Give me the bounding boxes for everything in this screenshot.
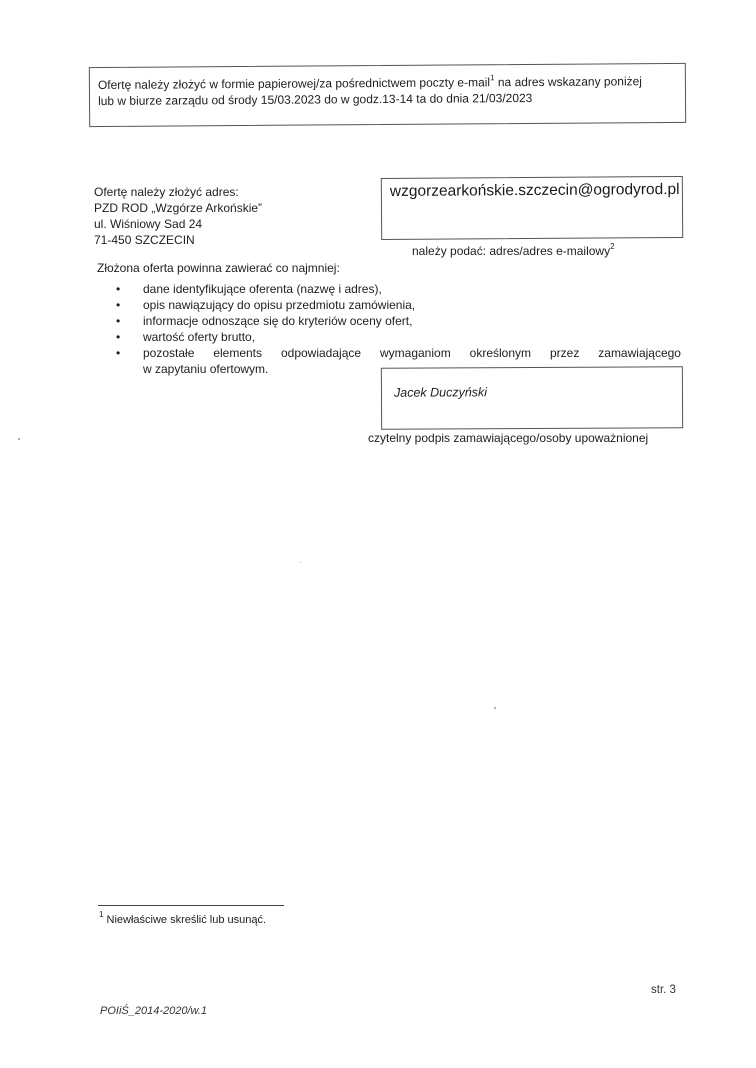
email-caption: należy podać: adres/adres e-mailowy$^2$: [412, 242, 615, 258]
address-org: PZD ROD „Wzgórze Arkońskie”: [94, 201, 263, 215]
document-code: POIiŚ_2014-2020/w.1: [100, 1005, 208, 1017]
email-address: wzgorzearkońskie.szczecin@ogrodyrod.pl: [389, 180, 680, 200]
footnote-divider: [98, 905, 284, 906]
bullet-icon: •: [116, 330, 121, 344]
footnote: $^1$ Niewłaściwe skreślić lub usunąć.: [99, 910, 267, 926]
address-block: [94, 184, 262, 248]
bullet-icon: •: [116, 314, 121, 328]
submission-notice: [98, 73, 683, 109]
list-item: • wartość oferty brutto,: [116, 330, 256, 344]
address-street: ul. Wiśniowy Sad 24: [94, 217, 203, 231]
list-item-continuation: w zapytaniu ofertowym.: [143, 362, 269, 376]
signature-caption: czytelny podpis zamawiającego/osoby upoważnionej: [368, 431, 649, 445]
list-item: • dane identyfikujące oferenta (nazwę i adres),: [116, 282, 382, 296]
notice-box: [89, 63, 686, 127]
contents-intro: Złożona oferta powinna zawierać co najmniej:: [97, 261, 340, 275]
footnote-ref-2: 2: [610, 242, 615, 251]
bullet-icon: •: [116, 298, 121, 312]
address-city: 71-450 SZCZECIN: [94, 233, 195, 247]
email-box: [381, 176, 683, 240]
footnote-ref: 1: [490, 73, 495, 83]
list-item-justified-line: pozostałe elements odpowiadające wymaganiom określonym przez zamawiającego: [143, 346, 681, 360]
bullet-icon: •: [116, 346, 121, 360]
notice-line-1: Ofertę należy złożyć w formie papierowej/za pośrednictwem poczty e-mail$^1$ na adres wskazany poniżej: [97, 73, 642, 93]
notice-line-2: lub w biurze zarządu od środy 15/03.2023 do w godz.13-14 ta do dnia 21/03/2023: [97, 90, 533, 109]
list-item: • opis nawiązujący do opisu przedmiotu zamówienia,: [116, 298, 416, 312]
signature-name: Jacek Duczyński: [393, 385, 488, 400]
page-number: str. 3: [651, 984, 676, 996]
scan-speck: [494, 707, 496, 709]
bullet-icon: •: [116, 282, 121, 296]
signature-box: [381, 366, 683, 430]
list-item: • informacje odnoszące się do kryteriów oceny ofert,: [116, 314, 413, 328]
address-label: Ofertę należy złożyć adres:: [94, 185, 239, 199]
requirements-list: [116, 281, 681, 377]
scan-speck: [300, 562, 301, 563]
scan-speck: [18, 438, 20, 440]
